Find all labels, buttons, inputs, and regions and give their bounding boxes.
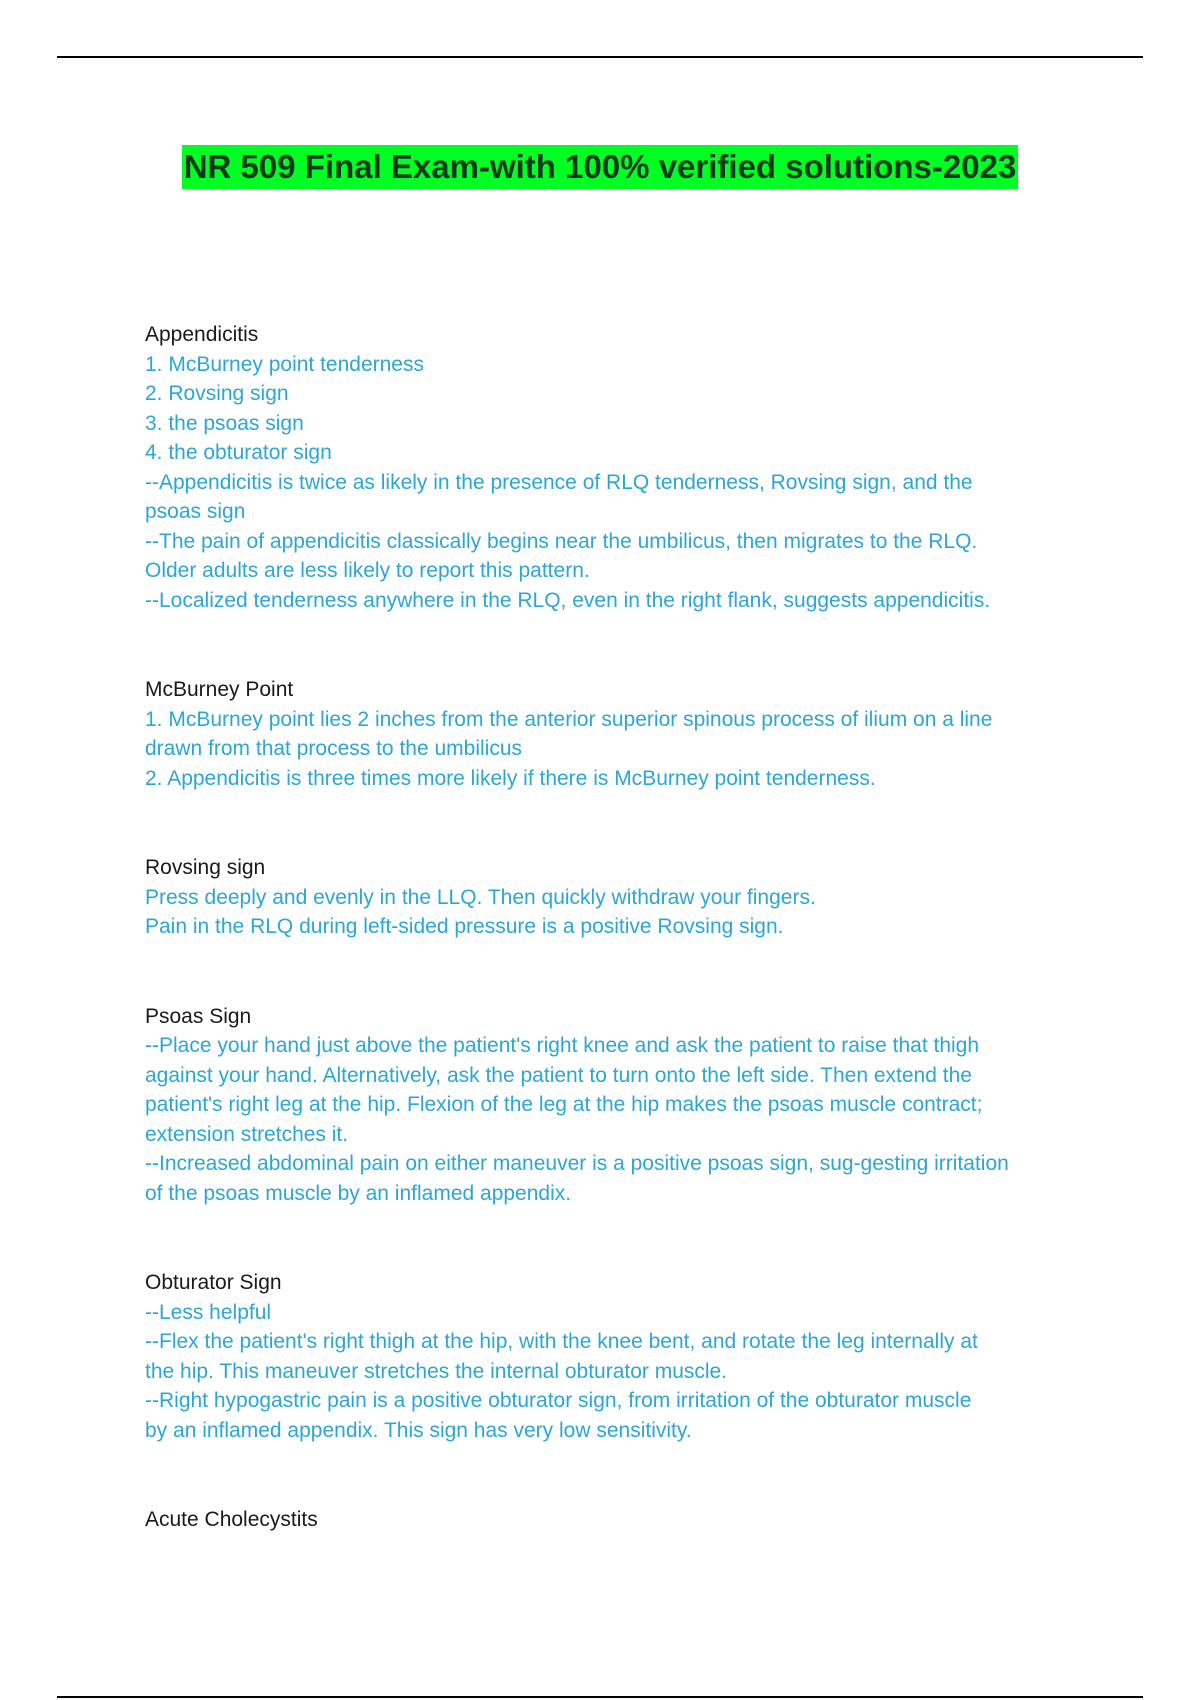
answer-line: --Appendicitis is twice as likely in the presence of RLQ tenderness, Rovsing sign, and the [145,470,973,494]
answer-line: of the psoas muscle by an inflamed appendix. [145,1181,572,1205]
answer-line: 2. Appendicitis is three times more likely if there is McBurney point tenderness. [145,766,876,790]
answer-line: --Flex the patient's right thigh at the hip, with the knee bent, and rotate the leg internally at [145,1330,978,1353]
title-container [0,145,1200,189]
document-body [145,320,1065,1595]
answer-line: drawn from that process to the umbilicus [145,737,522,760]
answer-line: Pain in the RLQ during left-sided pressure is a positive Rovsing sign. [145,915,784,938]
answer-line: --Right hypogastric pain is a positive obturator sign, from irritation of the obturator muscle [145,1389,972,1412]
term-heading: Obturator Sign [145,1271,282,1294]
flashcard-section [145,1002,1065,1209]
term-heading: Appendicitis [145,323,259,346]
term-heading: Psoas Sign [145,1004,252,1028]
answer-line: against your hand. Alternatively, ask the patient to turn onto the left side. Then extend the [145,1063,972,1087]
term-heading: Acute Cholecystits [145,1508,318,1531]
document-title: NR 509 Final Exam-with 100% verified solutions-2023 [182,145,1019,189]
answer-line: --Less helpful [145,1300,272,1324]
answer-line: --Localized tenderness anywhere in the RLQ, even in the right flank, suggests appendicitis. [145,588,991,612]
answer-line: 3. the psoas sign [145,411,304,435]
answer-line: 4. the obturator sign [145,441,332,464]
answer-line: psoas sign [145,500,246,523]
answer-line: 1. McBurney point tenderness [145,352,424,376]
answer-line: --The pain of appendicitis classically begins near the umbilicus, then migrates to the RLQ. [145,529,978,553]
term-heading: Rovsing sign [145,856,266,879]
answer-line: extension stretches it. [145,1122,349,1146]
answer-line: --Increased abdominal pain on either maneuver is a positive psoas sign, sug-gesting irritation [145,1152,1009,1175]
bottom-rule [57,1696,1143,1698]
flashcard-section [145,675,1065,793]
answer-line: by an inflamed appendix. This sign has very low sensitivity. [145,1418,692,1442]
answer-line: 2. Rovsing sign [145,382,289,405]
answer-line: Older adults are less likely to report this pattern. [145,559,590,582]
flashcard-section [145,1505,1065,1535]
flashcard-section [145,853,1065,942]
answer-line: patient's right leg at the hip. Flexion of the leg at the hip makes the psoas muscle contract; [145,1093,983,1116]
answer-line: --Place your hand just above the patient's right knee and ask the patient to raise that thigh [145,1034,980,1057]
answer-line: 1. McBurney point lies 2 inches from the anterior superior spinous process of ilium on a line [145,707,993,731]
answer-line: the hip. This maneuver stretches the internal obturator muscle. [145,1359,728,1383]
term-heading: McBurney Point [145,678,294,701]
flashcard-section [145,320,1065,615]
flashcard-section [145,1268,1065,1445]
answer-line: Press deeply and evenly in the LLQ. Then quickly withdraw your fingers. [145,885,816,909]
top-rule [57,56,1143,58]
